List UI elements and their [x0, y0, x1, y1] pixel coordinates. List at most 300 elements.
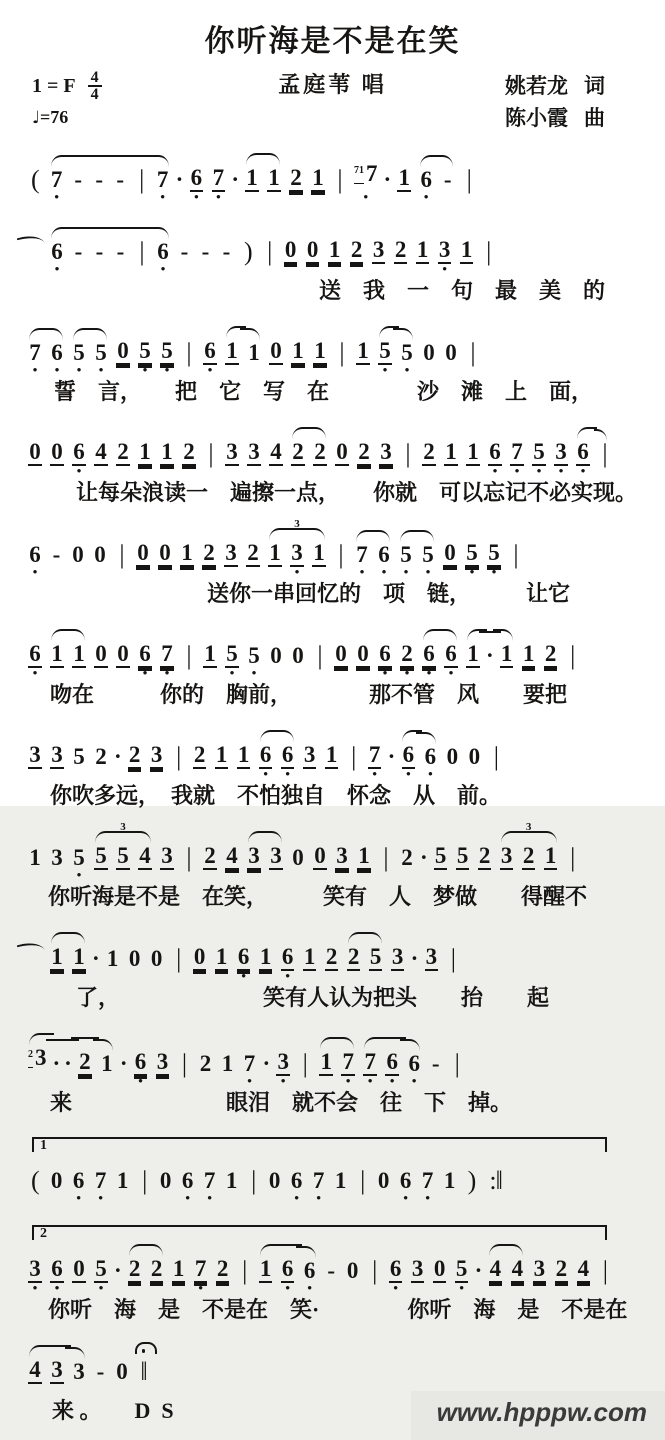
note-token: [268, 325, 284, 376]
note-glyph: ·: [114, 744, 122, 769]
arc-zone: [384, 1036, 400, 1049]
note-glyph: |: [242, 1256, 247, 1285]
notation-row: [24, 821, 641, 882]
note-token: [327, 224, 343, 275]
note-token: [334, 426, 350, 477]
octave-dot-zone: [396, 192, 412, 203]
fermata-dot: [142, 1349, 146, 1353]
arc-zone: [105, 933, 121, 946]
arc-zone: [71, 154, 86, 167]
octave-dot-zone: [600, 466, 609, 477]
note-token: [362, 1036, 378, 1087]
note-token: [71, 931, 87, 982]
octave-dot-zone: [184, 668, 193, 679]
arc-zone: [553, 1243, 569, 1256]
note-glyph: 6: [281, 1256, 294, 1281]
arc-zone: [340, 1036, 356, 1049]
note-glyph: 4: [139, 843, 151, 868]
note-token: [155, 226, 171, 275]
octave-dot-zone: [117, 567, 126, 578]
note-glyph: ·: [387, 744, 396, 769]
arc-zone: [354, 529, 370, 542]
note-token: [137, 426, 153, 477]
note-token: [367, 729, 383, 780]
arc-zone: [49, 832, 65, 845]
arc-zone: [266, 152, 282, 165]
note-token: [115, 426, 131, 477]
note-token: [399, 327, 415, 376]
octave-dot-zone: [27, 1384, 43, 1395]
note-token: [224, 1155, 240, 1204]
note-token: [442, 1155, 458, 1204]
arc-zone: [403, 428, 412, 441]
note-token: [543, 830, 559, 881]
arc-zone: [49, 1243, 65, 1256]
note-token: [433, 830, 449, 881]
octave-dot: •: [160, 261, 166, 276]
arc-zone: [27, 729, 43, 742]
note-glyph: |: [372, 1256, 377, 1285]
octave-dot-zone: [465, 466, 481, 477]
arc-zone: [224, 426, 240, 439]
note-token: [49, 327, 65, 376]
octave-dot: •: [251, 665, 257, 680]
arc-zone: [149, 933, 165, 946]
lyric-line: 你听海是不是 在笑， 笑有 人 梦做 得醒不: [48, 884, 588, 909]
arc-zone: [499, 830, 515, 843]
note-glyph: -: [116, 167, 124, 192]
note-token: [509, 1243, 525, 1294]
note-token: [127, 1243, 143, 1294]
note-glyph: 6: [181, 1168, 194, 1193]
arc-zone: [398, 529, 414, 542]
arc-zone: [349, 224, 365, 237]
arc-zone: [179, 527, 195, 540]
octave-dot-zone: [433, 870, 449, 881]
note-glyph: 3: [270, 843, 282, 868]
octave-dot-zone: [393, 264, 409, 275]
note-token: [443, 628, 459, 679]
arc-zone: [280, 729, 296, 742]
arc-zone: [71, 628, 87, 641]
arc-zone: [49, 327, 65, 340]
arc-zone: [399, 327, 415, 340]
bar-line-token: [600, 428, 609, 477]
octave-dot-zone: [268, 365, 284, 376]
systems: [24, 148, 641, 1424]
note-glyph: ·: [52, 1051, 61, 1076]
octave-dot: •: [294, 1190, 299, 1205]
arc-zone: [464, 154, 473, 167]
octave-dot: •: [54, 1280, 60, 1295]
octave-dot-zone: [337, 365, 346, 376]
octave-dot-zone: [390, 971, 406, 982]
octave-dot-zone: [127, 769, 143, 780]
note-token: [242, 1038, 258, 1087]
note-glyph: 1: [398, 165, 410, 190]
arc-zone: [93, 830, 109, 843]
note-token: [356, 830, 372, 881]
note-glyph: |: [351, 742, 356, 771]
note-glyph: 1: [101, 1051, 113, 1076]
note-token: [290, 325, 306, 376]
arc-zone: [198, 226, 213, 239]
octave-dot-zone: [334, 870, 350, 881]
octave-dot-zone: [444, 769, 460, 780]
note-glyph: 4: [29, 1357, 41, 1382]
note-token: [27, 327, 43, 376]
octave-dot-zone: [474, 1283, 484, 1294]
note-glyph: 1: [215, 944, 228, 969]
note-glyph: 3: [425, 944, 438, 969]
octave-dot-zone: [93, 769, 109, 780]
note-glyph: 4: [577, 1256, 590, 1281]
note-glyph: :‖: [489, 1166, 502, 1195]
note-token: [455, 830, 471, 881]
note-token: [466, 731, 482, 780]
arc-zone: [258, 729, 274, 742]
note-glyph: |: [176, 742, 181, 771]
bar-line-token: [300, 1038, 309, 1087]
note-glyph: 3: [277, 1049, 289, 1074]
slur-arc: [131, 831, 151, 843]
arc-zone: [115, 821, 131, 843]
octave-dot-zone: [511, 567, 520, 578]
note-glyph: 6: [29, 542, 41, 567]
arc-zone: [49, 426, 65, 439]
note-glyph: 5: [533, 439, 545, 464]
slur-arc: [274, 730, 294, 742]
note-glyph: 6: [577, 439, 589, 464]
arc-zone: [30, 1155, 40, 1168]
octave-dot-zone: [49, 567, 64, 578]
note-token: [290, 832, 306, 881]
octave-dot-zone: [575, 1283, 591, 1294]
arc-zone: [215, 1243, 231, 1256]
octave-dot-zone: [466, 769, 482, 780]
octave-dot-zone: [115, 466, 131, 477]
arc-zone: [30, 154, 40, 167]
note-glyph: 5: [369, 944, 382, 969]
note-glyph: |: [470, 338, 475, 367]
lyric-line: 了， 笑有人认为把头 抬 起: [76, 985, 550, 1010]
note-token: [432, 1243, 448, 1294]
note-token: [149, 729, 165, 780]
octave-dot-zone: [249, 1193, 258, 1204]
note-glyph: |: [181, 1049, 187, 1078]
note-token: [171, 1243, 187, 1294]
octave-dot-zone: [240, 1283, 249, 1294]
note-glyph: 2: [183, 439, 195, 464]
note-glyph: 5: [434, 843, 447, 868]
note-token: [114, 1346, 130, 1395]
arc-zone: [376, 1155, 392, 1168]
note-token: [333, 1155, 349, 1204]
octave-dot: •: [448, 665, 454, 680]
bar-line-token: [137, 154, 146, 203]
arc-zone: [428, 1038, 443, 1051]
arc-zone: [27, 529, 43, 542]
arc-zone: [336, 529, 345, 542]
note-token: [384, 1036, 400, 1087]
note-glyph: |: [493, 742, 498, 771]
note-token: [49, 529, 64, 578]
arc-zone: [531, 426, 547, 439]
note-token: [77, 1036, 93, 1087]
note-glyph: 3: [380, 439, 392, 464]
note-glyph: ·: [64, 1051, 72, 1076]
arc-zone: [70, 529, 86, 542]
octave-dot-zone: [283, 264, 299, 275]
lyricist-line: [505, 70, 605, 102]
slur-arc: [334, 1037, 354, 1049]
octave-dot-zone: [376, 1193, 392, 1204]
note-glyph: 1: [204, 641, 216, 666]
note-glyph: 0: [193, 944, 206, 969]
octave-dot: •: [359, 564, 365, 579]
octave-dot-zone: [246, 466, 262, 477]
octave-dot: •: [280, 1073, 286, 1088]
note-token: [267, 527, 283, 578]
octave-dot-zone: [324, 769, 340, 780]
note-glyph: ·: [175, 167, 184, 192]
arc-zone: [543, 830, 559, 843]
arc-zone: [71, 327, 87, 340]
note-token: [419, 832, 429, 881]
octave-dot-zone: [127, 1283, 143, 1294]
note-token: [71, 1155, 87, 1204]
slur-arc: [400, 1039, 420, 1051]
note-glyph: 0: [336, 439, 348, 464]
octave-dot-zone: [387, 769, 397, 780]
note-token: [158, 1155, 174, 1204]
note-glyph: 1: [29, 845, 41, 870]
note-token: [396, 152, 412, 203]
note-token: [368, 931, 384, 982]
note-glyph: |: [602, 1256, 607, 1285]
arc-zone: [119, 1038, 129, 1051]
octave-dot: •: [536, 463, 542, 478]
note-token: [198, 226, 213, 275]
note-token: [428, 1038, 443, 1087]
octave-dot-zone: [115, 1193, 131, 1204]
note-glyph: ·: [119, 1051, 128, 1076]
note-glyph: |: [142, 1166, 147, 1195]
bar-line-token: [337, 327, 346, 376]
sheet-header: [24, 68, 641, 146]
octave-dot-zone: [355, 365, 371, 376]
note-glyph: 6: [190, 165, 203, 190]
note-token: [49, 1243, 65, 1294]
notation-row: [24, 1243, 641, 1294]
octave-dot-zone: [333, 1193, 349, 1204]
note-glyph: 7: [342, 1049, 354, 1074]
note-token: [400, 729, 416, 780]
octave-dot-zone: [27, 769, 43, 780]
arc-zone: [305, 224, 321, 237]
arc-zone: [312, 830, 328, 843]
note-token: [258, 729, 274, 780]
note-token: [443, 426, 459, 477]
note-glyph: 6: [408, 1051, 420, 1076]
octave-dot-zone: [214, 971, 230, 982]
note-glyph: 2: [203, 540, 215, 565]
octave-dot: •: [423, 189, 429, 204]
note-glyph: 6: [237, 944, 250, 969]
octave-dot-zone: [179, 567, 195, 578]
note-glyph: ): [244, 237, 252, 266]
arc-zone: [71, 1346, 87, 1359]
note-token: [290, 630, 306, 679]
bar-line-token: [464, 154, 473, 203]
note-token: [93, 327, 109, 376]
arc-zone: [302, 931, 318, 944]
octave-dot-zone: [137, 466, 153, 477]
octave-dot-zone: [49, 769, 65, 780]
arc-zone: [406, 1038, 422, 1051]
bar-line-token: [403, 428, 412, 477]
arc-zone: [324, 729, 340, 742]
note-glyph: 4: [95, 439, 107, 464]
octave-dot-zone: [356, 870, 372, 881]
note-token: [135, 527, 151, 578]
arc-zone: [415, 224, 431, 237]
note-token: [246, 830, 262, 881]
note-glyph: 2: [401, 845, 413, 870]
fermata-icon: [135, 1342, 157, 1354]
note-glyph: 3: [51, 742, 63, 767]
note-glyph: 1: [467, 439, 479, 464]
octave-dot: •: [382, 362, 388, 377]
note-glyph: 0: [268, 1168, 281, 1193]
arc-zone: [184, 832, 193, 845]
octave-dot: •: [367, 1073, 373, 1088]
arc-zone: [327, 224, 343, 237]
note-glyph: 1: [334, 1168, 347, 1193]
octave-dot-zone: [383, 192, 393, 203]
octave-dot: •: [393, 1280, 398, 1295]
arc-zone: [575, 1243, 591, 1256]
note-glyph: 5: [73, 845, 85, 870]
note-glyph: 1: [358, 843, 370, 868]
octave-dot-zone: [219, 264, 234, 275]
arc-zone: [464, 527, 480, 540]
octave-dot: •: [98, 362, 104, 377]
note-token: [464, 527, 480, 578]
slur-arc: [370, 530, 390, 542]
octave-dot: •: [404, 362, 410, 377]
octave-dot: •: [164, 362, 170, 377]
note-token: [71, 628, 87, 679]
arc-zone: [159, 325, 175, 338]
note-token: [499, 830, 515, 881]
arc-zone: [27, 628, 43, 641]
note-glyph: -: [74, 167, 82, 192]
octave-dot-zone: [324, 1283, 339, 1294]
arc-zone: [93, 731, 109, 744]
note-glyph: 7: [312, 1168, 325, 1193]
octave-dot: •: [382, 665, 388, 680]
note-glyph: 3: [29, 1256, 41, 1281]
bar-line-token: [184, 327, 193, 376]
arc-zone: [158, 1155, 174, 1168]
arc-zone: [240, 1245, 249, 1258]
slur-arc: [65, 932, 85, 944]
arc-zone: [600, 428, 609, 441]
note-token: [267, 1155, 283, 1204]
octave-dot: •: [425, 564, 431, 579]
octave-dot: •: [142, 362, 148, 377]
arc-zone: [236, 931, 252, 944]
note-token: [201, 527, 217, 578]
note-glyph: |: [186, 338, 191, 367]
octave-dot-zone: [92, 192, 107, 203]
note-token: [214, 931, 230, 982]
notation-row: [24, 325, 641, 376]
note-token: [349, 224, 365, 275]
octave-dot-zone: [215, 1283, 231, 1294]
bar-line-token: [117, 529, 126, 578]
bar-line-token: [468, 327, 477, 376]
note-glyph: 0: [117, 641, 129, 666]
arc-zone: [477, 830, 493, 843]
arc-zone: [368, 931, 384, 944]
octave-dot-zone: [92, 264, 107, 275]
octave-dot-zone: [355, 668, 371, 679]
octave-dot-zone: [71, 192, 86, 203]
bar-line-token: [184, 832, 193, 881]
note-glyph: 1: [73, 641, 85, 666]
sheet-content: [0, 16, 665, 1424]
note-token: [275, 1036, 291, 1087]
note-glyph: 6: [290, 1168, 303, 1193]
arc-zone: [398, 1155, 414, 1168]
bar-line-token: [137, 226, 146, 275]
arc-zone: [378, 426, 394, 439]
note-glyph: 5: [95, 1256, 107, 1281]
note-glyph: 3: [303, 742, 316, 767]
arc-zone: [177, 226, 192, 239]
arc-zone: [349, 731, 358, 744]
arc-zone: [71, 426, 87, 439]
note-glyph: 5: [488, 540, 500, 565]
arc-zone: [71, 931, 87, 944]
note-glyph: 1: [51, 641, 63, 666]
note-token: [324, 729, 340, 780]
octave-dot-zone: [181, 466, 197, 477]
octave-dot-zone: [335, 192, 344, 203]
arc-zone: [553, 426, 569, 439]
note-glyph: 7: [356, 542, 368, 567]
arc-zone: [390, 931, 406, 944]
volta-bracket: [32, 1225, 607, 1240]
arc-zone: [49, 529, 64, 542]
octave-dot-zone: [174, 769, 183, 780]
octave-dot-zone: [336, 567, 345, 578]
arc-zone: [289, 1155, 305, 1168]
note-token: [302, 1245, 318, 1294]
note-glyph: 1: [73, 944, 85, 969]
note-token: [376, 529, 392, 578]
note-glyph: 1: [259, 944, 272, 969]
note-glyph: |: [267, 237, 272, 266]
arc-zone: [423, 931, 439, 944]
arc-zone: [155, 1036, 171, 1049]
octave-dot-zone: [290, 466, 306, 477]
arc-zone: [127, 729, 143, 742]
arc-zone: [139, 1346, 148, 1359]
arc-zone: [93, 1155, 109, 1168]
